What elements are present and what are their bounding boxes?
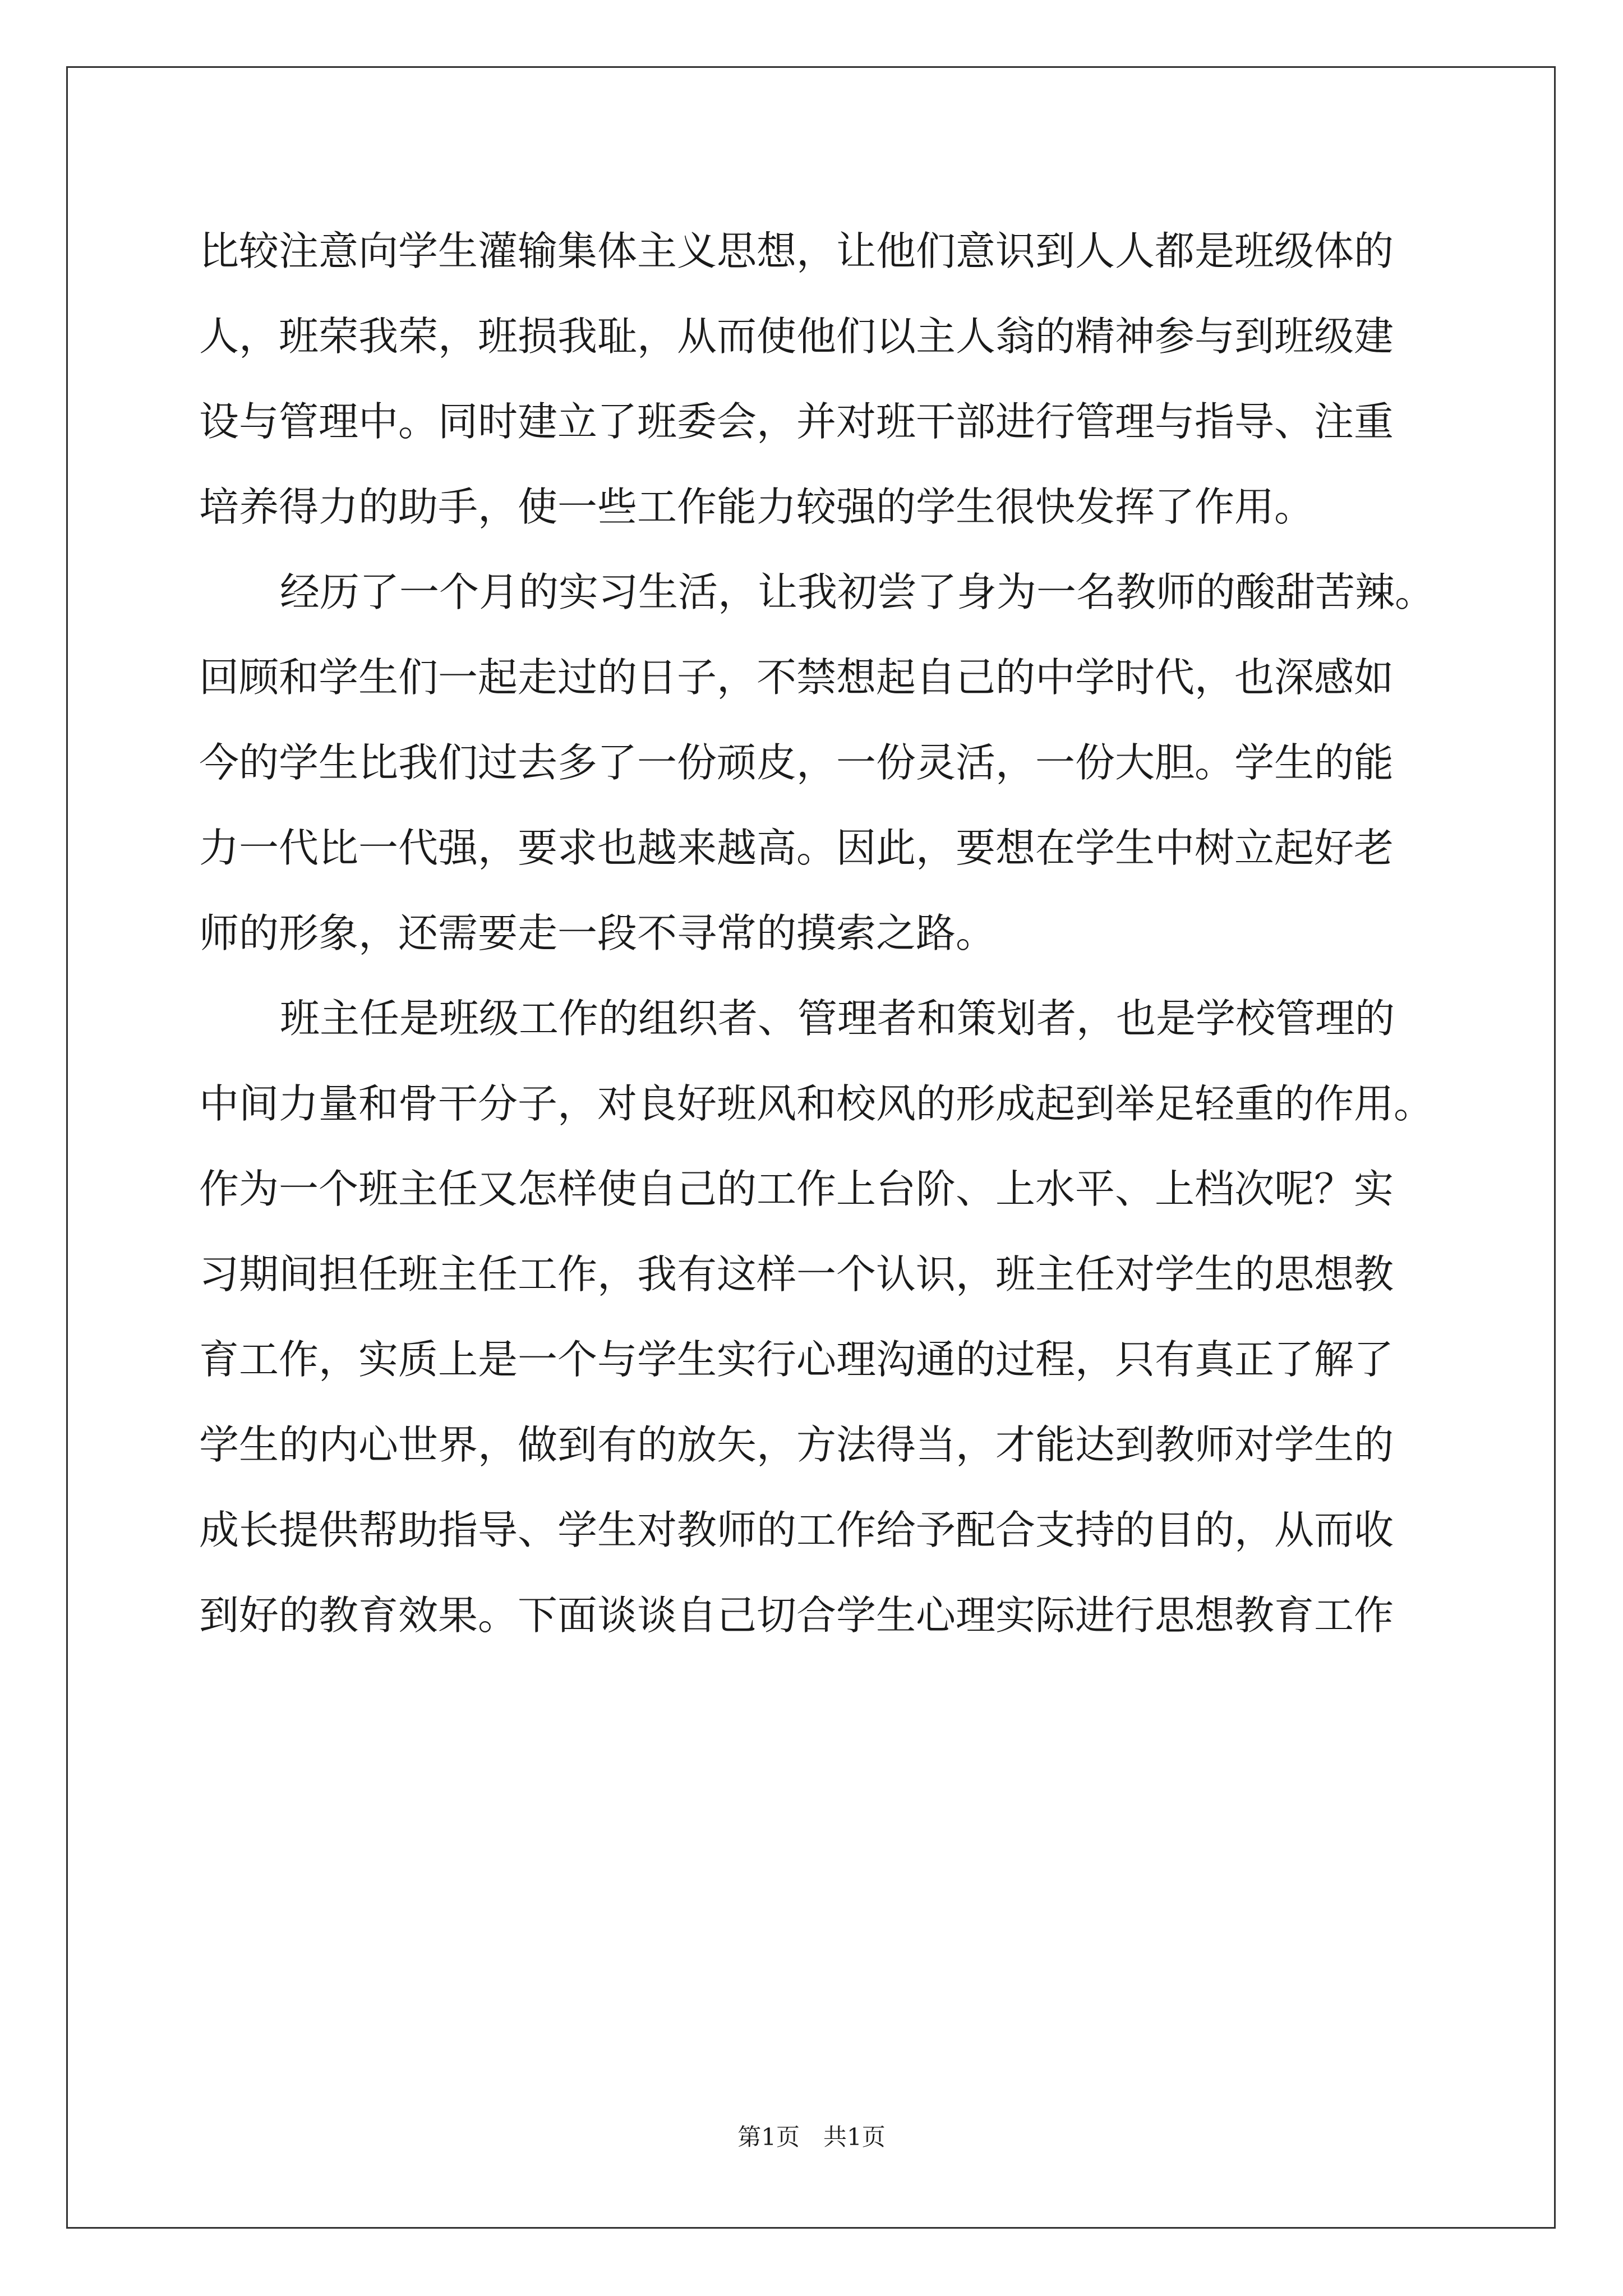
text-line: 学生的内心世界，做到有的放矢，方法得当，才能达到教师对学生的: [199, 1421, 1394, 1468]
text-line: 培养得力的助手，使一些工作能力较强的学生很快发挥了作用。: [199, 484, 1315, 530]
text-line: 育工作，实质上是一个与学生实行心理沟通的过程，只有真正了解了: [199, 1336, 1394, 1383]
text-line: 设与管理中。同时建立了班委会，并对班干部进行管理与指导、注重: [199, 398, 1394, 445]
text-line: 师的形象，还需要走一段不寻常的摸索之路。: [199, 910, 996, 956]
text-line: 成长提供帮助指导、学生对教师的工作给予配合支持的目的，从而收: [199, 1507, 1394, 1553]
paragraph-first-line: 经历了一个月的实习生活，让我初尝了身为一名教师的酸甜苦辣。: [280, 569, 1435, 615]
text-line: 今的学生比我们过去多了一份顽皮，一份灵活，一份大胆。学生的能: [199, 739, 1394, 786]
text-line: 回顾和学生们一起走过的日子，不禁想起自己的中学时代，也深感如: [199, 654, 1394, 701]
document-body: [199, 222, 1450, 1671]
text-line: 力一代比一代强，要求也越来越高。因此，要想在学生中树立起好老: [199, 825, 1394, 871]
text-line: 比较注意向学生灌输集体主义思想，让他们意识到人人都是班级体的: [199, 228, 1394, 274]
text-line: 习期间担任班主任工作，我有这样一个认识，班主任对学生的思想教: [199, 1251, 1394, 1297]
paragraph-first-line: 班主任是班级工作的组织者、管理者和策划者，也是学校管理的: [280, 995, 1395, 1042]
text-line: 到好的教育效果。下面谈谈自己切合学生心理实际进行思想教育工作: [199, 1592, 1394, 1639]
text-line: 人，班荣我荣，班损我耻，从而使他们以主人翁的精神参与到班级建: [199, 313, 1394, 360]
text-line: 中间力量和骨干分子，对良好班风和校风的形成起到举足轻重的作用。: [199, 1080, 1434, 1127]
text-line: 作为一个班主任又怎样使自己的工作上台阶、上水平、上档次呢？实: [199, 1166, 1394, 1212]
page-number-footer: 第1页 共1页: [737, 2123, 886, 2151]
